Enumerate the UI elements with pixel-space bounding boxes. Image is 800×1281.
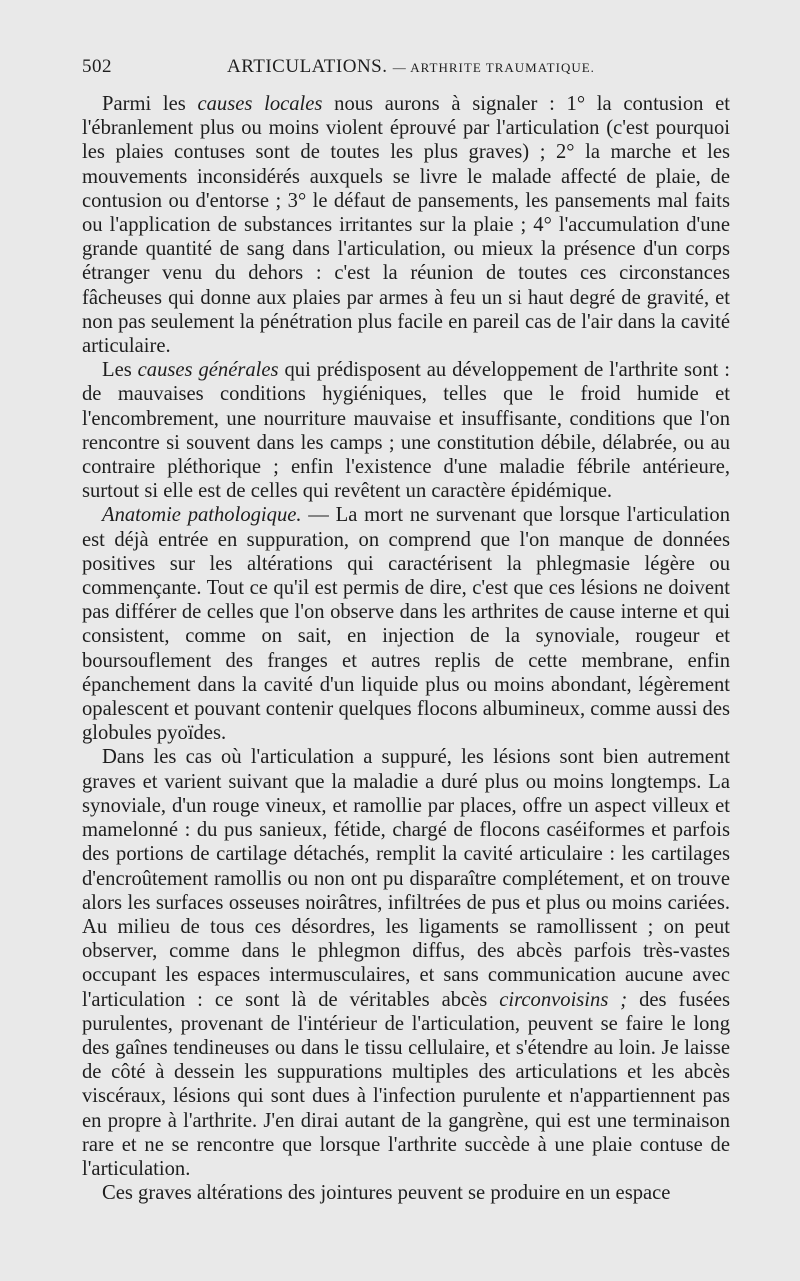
section-subtitle: — ARTHRITE TRAUMATIQUE. [392,60,595,75]
italic-term: circonvoisins ; [499,988,628,1011]
text-run: — La mort ne survenant que lorsque l'articulation est déjà entrée en suppuration, on comprend que l'on manque de données positives sur les altérations qui caractérisent la phlegmasie légère ou commençante. Tout ce qu'il est permis de dire, c'est que ces lésions ne doivent pas différer de celles que l'on observe dans les arthrites de cause interne et qui consistent, comme on sait, en injection de la synoviale, rougeur et boursouflement des franges et autres replis de cette membrane, enfin épanchement dans la cavité d'un liquide plus ou moins abondant, légèrement opalescent et pouvant contenir quelques flocons albumineux, comme aussi des globules pyoïdes. [82,504,730,745]
paragraph-final [82,1181,730,1205]
paragraph-suppuration [82,745,730,1181]
text-run: nous aurons à signaler : 1° la contusion et l'ébranlement plus ou moins violent éprouvé par l'articulation (c'est pourquoi les plaies contuses sont de toutes les plus graves) ; 2° la marche et les mouvements inconsidérés auxquels se livre le malade affecté de plaie, de contusion ou d'entorse ; 3° le défaut de pansements, les pansements mal faits ou l'application de substances irritantes sur la plaie ; 4° l'accumulation d'une grande quantité de sang dans l'articulation, ou mieux la présence d'un corps étranger venu du dehors : c'est la réunion de toutes ces circonstances fâcheuses qui donne aux plaies par armes à feu un si haut degré de gravité, et non pas seulement la pénétration plus facile en pareil cas de l'air dans la cavité articulaire. [82,93,730,358]
text-run: Parmi les [102,93,198,115]
italic-term: causes locales [197,93,323,115]
page-number: 502 [82,56,112,77]
text-run: qui prédisposent au développement de l'arthrite sont : de mauvaises conditions hygiéniques, telles que le froid humide et l'encombrement, une nourriture mauvaise et insuffisante, conditions que l'on rencontre si souvent dans les camps ; une constitution débile, délabrée, ou au contraire pléthorique ; enfin l'existence d'une maladie fébrile antérieure, surtout si elle est de celles qui revêtent un caractère épidémique. [82,359,730,503]
body-text [82,92,730,1205]
text-run: Dans les cas où l'articulation a suppuré, les lésions sont bien autrement graves et varient suivant que la maladie a duré plus ou moins longtemps. La synoviale, d'un rouge vineux, et ramollie par places, offre un aspect villeux et mamelonné : du pus sanieux, fétide, chargé de flocons caséiformes et parfois des portions de cartilage détachés, remplit la cavité articulaire : les cartilages d'encroûtement ramollis ou non ont pu disparaître complétement, et on trouve alors les surfaces osseuses noirâtres, infiltrées de pus et plus ou moins cariées. Au milieu de tous ces désordres, les ligaments se ramollissent ; on peut observer, comme dans le phlegmon diffus, des abcès parfois très-vastes occupant les espaces intermusculaires, et sans communication aucune avec l'articulation : ce sont là de véritables abcès [82,746,730,1011]
italic-term: causes générales [137,359,279,382]
paragraph-causes-generales [82,358,730,503]
paragraph-anatomie [82,503,730,745]
text-run: des fusées purulentes, provenant de l'intérieur de l'articulation, peuvent se faire le long des gaînes tendineuses ou dans le tissu cellulaire, et s'étendre au loin. Je laisse de côté à dessein les suppurations multiples des articulations et les abcès viscéraux, lésions qui sont dues à l'infection purulente et n'appartiennent pas en propre à l'arthrite. J'en dirai autant de la gangrène, qui est une terminaison rare et ne se rencontre que lorsque l'arthrite succède à une plaie contuse de l'articulation. [82,988,730,1180]
running-title [227,56,595,78]
text-run: Les [102,359,138,382]
text-run: Ces graves altérations des jointures peuvent se produire en un espace [102,1182,671,1205]
italic-heading: Anatomie pathologique. [102,504,302,527]
running-header [82,56,732,86]
chapter-title: ARTICULATIONS. [227,56,388,77]
paragraph-causes-locales [82,92,730,358]
